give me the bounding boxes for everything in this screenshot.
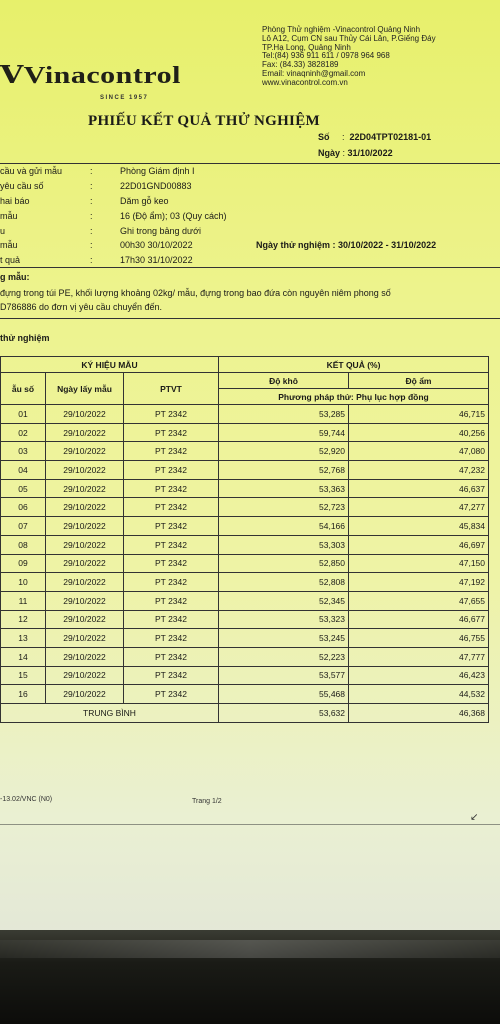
cell-sample-no: 07 (1, 517, 46, 536)
test-date-value: 30/10/2022 - 31/10/2022 (338, 240, 437, 250)
cell-dry: 52,920 (219, 442, 349, 461)
table-header-row (1, 373, 489, 389)
method-header: Phương pháp thử: Phụ lục hợp đồng (219, 389, 489, 405)
table-header-row (1, 357, 489, 373)
cell-dry: 53,323 (219, 610, 349, 629)
form-code: -13.02/VNC (N0) (0, 796, 53, 803)
table-row (1, 666, 489, 685)
cell-ptvt: PT 2342 (124, 666, 219, 685)
cell-ptvt: PT 2342 (124, 535, 219, 554)
field-label: hai báo (0, 196, 30, 206)
cell-date: 29/10/2022 (46, 610, 124, 629)
divider (0, 318, 500, 319)
cell-moisture: 46,697 (349, 535, 489, 554)
cell-date: 29/10/2022 (46, 573, 124, 592)
vinacontrol-logo: ⅤVinacontrol (0, 62, 181, 89)
doc-number-label: Số (318, 132, 330, 142)
table-row (1, 442, 489, 461)
doc-date-label: Ngày (318, 148, 341, 158)
cell-ptvt: PT 2342 (124, 629, 219, 648)
field-label: cầu và gửi mẫu (0, 166, 63, 176)
field-label: t quả (0, 255, 21, 265)
cell-dry: 53,285 (219, 405, 349, 424)
cell-date: 29/10/2022 (46, 666, 124, 685)
field-value: Phòng Giám định I (120, 166, 195, 176)
cell-date: 29/10/2022 (46, 685, 124, 704)
cell-dry: 53,363 (219, 479, 349, 498)
cell-date: 29/10/2022 (46, 647, 124, 666)
average-moisture: 46,368 (349, 704, 489, 723)
cell-sample-no: 08 (1, 535, 46, 554)
results-table (0, 356, 489, 723)
table-row (1, 647, 489, 666)
cell-dry: 52,345 (219, 591, 349, 610)
table-row (1, 517, 489, 536)
bezel-reflection (0, 940, 500, 958)
cell-sample-no: 05 (1, 479, 46, 498)
cell-moisture: 47,080 (349, 442, 489, 461)
field-value: 00h30 30/10/2022 (120, 240, 193, 250)
cell-dry: 53,245 (219, 629, 349, 648)
test-date (256, 240, 436, 250)
sample-code-header: KÝ HIỆU MẪU (1, 357, 219, 373)
table-row (1, 591, 489, 610)
doc-number-value: 22D04TPT02181-01 (349, 132, 432, 142)
cell-dry: 55,468 (219, 685, 349, 704)
cell-ptvt: PT 2342 (124, 610, 219, 629)
table-row (1, 535, 489, 554)
corner-mark-icon: ↙ (470, 812, 479, 823)
table-row (1, 461, 489, 480)
field-label: u (0, 226, 6, 236)
company-line: Tel:(84) 936 911 611 / 0978 964 968 (262, 51, 390, 61)
sample-description-line: D786886 do đơn vị yêu cầu chuyển đến. (0, 302, 163, 312)
field-value: 22D01GND00883 (120, 181, 192, 191)
table-row (1, 573, 489, 592)
document-title: PHIẾU KẾT QUẢ THỬ NGHIỆM (88, 113, 320, 129)
average-dry: 53,632 (219, 704, 349, 723)
cell-sample-no: 03 (1, 442, 46, 461)
cell-moisture: 47,655 (349, 591, 489, 610)
cell-date: 29/10/2022 (46, 517, 124, 536)
sample-section-heading: g mẫu: (0, 272, 30, 282)
cell-sample-no: 06 (1, 498, 46, 517)
cell-moisture: 47,777 (349, 647, 489, 666)
result-header: KẾT QUẢ (%) (219, 357, 489, 373)
cell-sample-no: 14 (1, 647, 46, 666)
field-colon: : (90, 255, 93, 265)
cell-moisture: 45,834 (349, 517, 489, 536)
cell-date: 29/10/2022 (46, 461, 124, 480)
cell-dry: 53,303 (219, 535, 349, 554)
cell-sample-no: 15 (1, 666, 46, 685)
average-label: TRUNG BÌNH (1, 704, 219, 723)
cell-dry: 54,166 (219, 517, 349, 536)
company-line: Phòng Thử nghiệm -Vinacontrol Quảng Ninh (262, 25, 421, 34)
company-address-block (262, 26, 436, 88)
cell-moisture: 40,256 (349, 423, 489, 442)
page-edge (0, 824, 500, 825)
field-value: Ghi trong bảng dưới (120, 226, 201, 236)
cell-date: 29/10/2022 (46, 442, 124, 461)
col-header-ptvt: PTVT (124, 373, 219, 405)
table-row (1, 479, 489, 498)
col-header-dry: Độ khô (219, 373, 349, 389)
test-date-label: Ngày thử nghiệm : (256, 240, 336, 250)
field-label: mẫu (0, 240, 18, 250)
cell-ptvt: PT 2342 (124, 554, 219, 573)
cell-moisture: 46,677 (349, 610, 489, 629)
cell-ptvt: PT 2342 (124, 647, 219, 666)
field-colon: : (90, 196, 93, 206)
cell-moisture: 46,637 (349, 479, 489, 498)
cell-sample-no: 02 (1, 423, 46, 442)
cell-ptvt: PT 2342 (124, 405, 219, 424)
divider (0, 163, 500, 164)
field-colon: : (90, 181, 93, 191)
col-header-moisture: Độ ẩm (349, 373, 489, 389)
table-row (1, 423, 489, 442)
field-colon: : (90, 240, 93, 250)
cell-sample-no: 12 (1, 610, 46, 629)
cell-dry: 52,808 (219, 573, 349, 592)
company-line: Lô A12, Cụm CN sau Thủy Cái Lân, P.Giếng Đáy (262, 33, 436, 43)
col-header-date: Ngày lấy mẫu (46, 373, 124, 405)
field-label: yêu cầu số (0, 181, 44, 191)
company-line: Fax: (84.33) 3828189 (262, 60, 339, 70)
table-row (1, 685, 489, 704)
cell-sample-no: 10 (1, 573, 46, 592)
table-row (1, 629, 489, 648)
cell-moisture: 47,277 (349, 498, 489, 517)
company-line: TP.Hạ Long, Quảng Ninh (262, 42, 351, 52)
sample-description-line: đựng trong túi PE, khối lượng khoảng 02kg/ mẫu, đựng trong bao đứa còn nguyên niêm phong số (0, 288, 391, 298)
cell-sample-no: 01 (1, 405, 46, 424)
field-value: 17h30 31/10/2022 (120, 255, 193, 265)
table-row (1, 405, 489, 424)
cell-date: 29/10/2022 (46, 554, 124, 573)
cell-ptvt: PT 2342 (124, 442, 219, 461)
cell-ptvt: PT 2342 (124, 479, 219, 498)
test-section-heading: thử nghiệm (0, 333, 50, 343)
cell-dry: 52,223 (219, 647, 349, 666)
field-colon: : (90, 166, 93, 176)
divider (0, 267, 500, 268)
cell-sample-no: 04 (1, 461, 46, 480)
cell-ptvt: PT 2342 (124, 573, 219, 592)
cell-ptvt: PT 2342 (124, 591, 219, 610)
cell-date: 29/10/2022 (46, 535, 124, 554)
cell-date: 29/10/2022 (46, 498, 124, 517)
company-line: Email: vinaqninh@gmail.com (262, 68, 366, 78)
doc-date-value: 31/10/2022 (347, 148, 393, 158)
cell-moisture: 47,150 (349, 554, 489, 573)
company-line: www.vinacontrol.com.vn (262, 77, 348, 87)
cell-ptvt: PT 2342 (124, 517, 219, 536)
cell-date: 29/10/2022 (46, 405, 124, 424)
cell-date: 29/10/2022 (46, 423, 124, 442)
cell-moisture: 44,532 (349, 685, 489, 704)
cell-dry: 52,723 (219, 498, 349, 517)
cell-moisture: 46,715 (349, 405, 489, 424)
cell-ptvt: PT 2342 (124, 685, 219, 704)
cell-ptvt: PT 2342 (124, 498, 219, 517)
cell-date: 29/10/2022 (46, 629, 124, 648)
cell-ptvt: PT 2342 (124, 423, 219, 442)
cell-moisture: 46,755 (349, 629, 489, 648)
cell-sample-no: 13 (1, 629, 46, 648)
doc-number: Số : 22D04TPT02181-01 (318, 132, 432, 142)
cell-sample-no: 09 (1, 554, 46, 573)
table-row (1, 554, 489, 573)
cell-ptvt: PT 2342 (124, 461, 219, 480)
logo-text: Vinacontrol (23, 62, 181, 89)
field-value: 16 (Độ ẩm); 03 (Quy cách) (120, 211, 227, 221)
field-colon: : (90, 226, 93, 236)
table-row (1, 610, 489, 629)
field-value: Dăm gỗ keo (120, 196, 169, 206)
cell-dry: 53,577 (219, 666, 349, 685)
cell-dry: 59,744 (219, 423, 349, 442)
field-label: mẫu (0, 211, 18, 221)
logo-since: SINCE 1957 (100, 95, 149, 101)
table-row (1, 498, 489, 517)
cell-moisture: 47,192 (349, 573, 489, 592)
col-header-sample-no: ẫu số (1, 373, 46, 405)
cell-date: 29/10/2022 (46, 479, 124, 498)
doc-date: Ngày : 31/10/2022 (318, 148, 393, 158)
cell-sample-no: 16 (1, 685, 46, 704)
cell-moisture: 47,232 (349, 461, 489, 480)
table-average-row (1, 704, 489, 723)
cell-dry: 52,850 (219, 554, 349, 573)
cell-sample-no: 11 (1, 591, 46, 610)
field-colon: : (90, 211, 93, 221)
page-number: Trang 1/2 (192, 798, 222, 805)
cell-dry: 52,768 (219, 461, 349, 480)
cell-moisture: 46,423 (349, 666, 489, 685)
cell-date: 29/10/2022 (46, 591, 124, 610)
